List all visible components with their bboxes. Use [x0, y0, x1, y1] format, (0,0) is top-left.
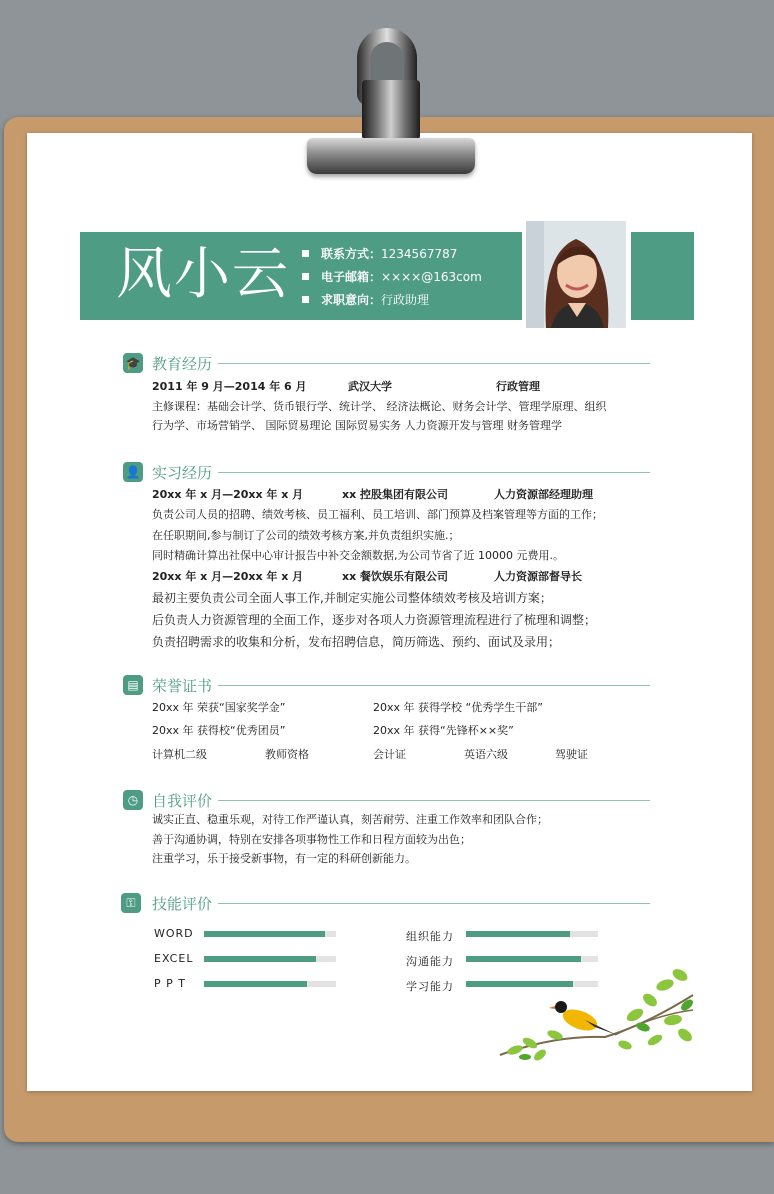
profile-photo	[526, 221, 626, 328]
skill-label-organization: 组织能力	[406, 930, 454, 943]
section-title-skills: 技能评价	[152, 895, 213, 913]
bird-branch-illustration	[495, 965, 695, 1065]
honor-row1-right: 20xx 年 获得学校 “优秀学生干部”	[373, 701, 543, 714]
section-title-self-eval: 自我评价	[152, 792, 213, 810]
skill-bar-word	[204, 931, 336, 937]
section-title-internship: 实习经历	[152, 464, 213, 482]
skill-label-ppt: P P T	[154, 977, 186, 990]
job2-line1: 最初主要负责公司全面人事工作,并制定实施公司整体绩效考核及培训方案；	[152, 591, 552, 605]
section-title-education: 教育经历	[152, 355, 213, 373]
graduation-cap-icon: 🎓	[123, 353, 143, 373]
job1-line3: 同时精确计算出社保中心审计报告中补交金额数据,为公司节省了近 10000 元费用.。	[152, 549, 564, 562]
certificate-icon: ▤	[123, 675, 143, 695]
cert-item: 会计证	[373, 748, 406, 761]
contact-phone-value: 1234567787	[381, 247, 458, 261]
section-divider	[218, 903, 650, 904]
job2-company: xx 餐饮娱乐有限公司	[342, 570, 449, 583]
cert-item: 驾驶证	[555, 748, 588, 761]
self-eval-line2: 善于沟通协调，特别在安排各项事物性工作和日程方面较为出色；	[152, 833, 471, 846]
education-courses-line1: 主修课程：基础会计学、货币银行学、统计学、 经济法概论、财务会计学、管理学原理、组织	[152, 400, 607, 413]
section-divider	[218, 472, 650, 473]
skill-bar-fill	[466, 931, 570, 937]
contact-email	[302, 269, 482, 285]
bullet-icon	[302, 296, 309, 303]
clock-icon: ◷	[123, 790, 143, 810]
cert-item: 教师资格	[265, 748, 309, 761]
skill-bar-organization	[466, 931, 598, 937]
key-icon: ⚿	[121, 893, 141, 913]
job2-period: 20xx 年 x 月—20xx 年 x 月	[152, 570, 304, 583]
skill-bar-ppt	[204, 981, 336, 987]
binder-clip-base	[307, 138, 475, 174]
bullet-icon	[302, 250, 309, 257]
job1-period: 20xx 年 x 月—20xx 年 x 月	[152, 488, 304, 501]
skill-bar-fill	[204, 981, 307, 987]
skill-bar-fill	[466, 956, 581, 962]
contact-phone	[302, 246, 457, 262]
job1-company: xx 控股集团有限公司	[342, 488, 449, 501]
add-user-icon: 👤	[123, 462, 143, 482]
skill-label-communication: 沟通能力	[406, 955, 454, 968]
contact-email-value: ××××@163com	[381, 270, 482, 284]
cert-item: 英语六级	[464, 748, 508, 761]
section-divider	[218, 685, 650, 686]
skill-label-word: WORD	[154, 927, 194, 940]
self-eval-line3: 注重学习，乐于接受新事物，有一定的科研创新能力。	[152, 852, 416, 865]
job2-line3: 负责招聘需求的收集和分析，发布招聘信息，简历筛选、预约、面试及录用；	[152, 635, 561, 649]
skill-bar-fill	[204, 931, 325, 937]
education-period: 2011 年 9 月—2014 年 6 月	[152, 380, 307, 393]
skill-label-excel: EXCEL	[154, 952, 194, 965]
binder-clip-body	[362, 80, 420, 140]
section-title-honors: 荣誉证书	[152, 677, 213, 695]
honor-row2-left: 20xx 年 获得校“优秀团员”	[152, 724, 286, 737]
cert-item: 计算机二级	[152, 748, 207, 761]
contact-email-label: 电子邮箱：	[321, 270, 382, 284]
job1-line1: 负责公司人员的招聘、绩效考核、员工福利、员工培训、部门预算及档案管理等方面的工作；	[152, 508, 603, 521]
job1-line2: 在任职期间,参与制订了公司的绩效考核方案,并负责组织实施.；	[152, 529, 460, 542]
job1-position: 人力资源部经理助理	[494, 488, 593, 501]
skill-bar-fill	[204, 956, 316, 962]
skill-bar-communication	[466, 956, 598, 962]
section-divider	[218, 800, 650, 801]
honor-row1-left: 20xx 年 荣获“国家奖学金”	[152, 701, 286, 714]
education-school: 武汉大学	[348, 380, 392, 393]
section-divider	[218, 363, 650, 364]
honor-row2-right: 20xx 年 获得“先锋杯××奖”	[373, 724, 514, 737]
job2-line2: 后负责人力资源管理的全面工作，逐步对各项人力资源管理流程进行了梳理和调整；	[152, 613, 597, 627]
education-major: 行政管理	[496, 380, 540, 393]
contact-objective-value: 行政助理	[381, 293, 430, 307]
education-courses-line2: 行为学、市场营销学、 国际贸易理论 国际贸易实务 人力资源开发与管理 财务管理学	[152, 419, 562, 432]
job2-position: 人力资源部督导长	[494, 570, 582, 583]
skill-label-learning: 学习能力	[406, 980, 454, 993]
candidate-name: 风小云	[116, 242, 290, 307]
contact-objective	[302, 292, 429, 308]
contact-phone-label: 联系方式：	[321, 247, 382, 261]
header-band-right	[631, 232, 694, 320]
contact-objective-label: 求职意向：	[321, 293, 382, 307]
self-eval-line1: 诚实正直、稳重乐观，对待工作严谨认真，刻苦耐劳、注重工作效率和团队合作；	[152, 813, 548, 826]
skill-bar-excel	[204, 956, 336, 962]
bullet-icon	[302, 273, 309, 280]
